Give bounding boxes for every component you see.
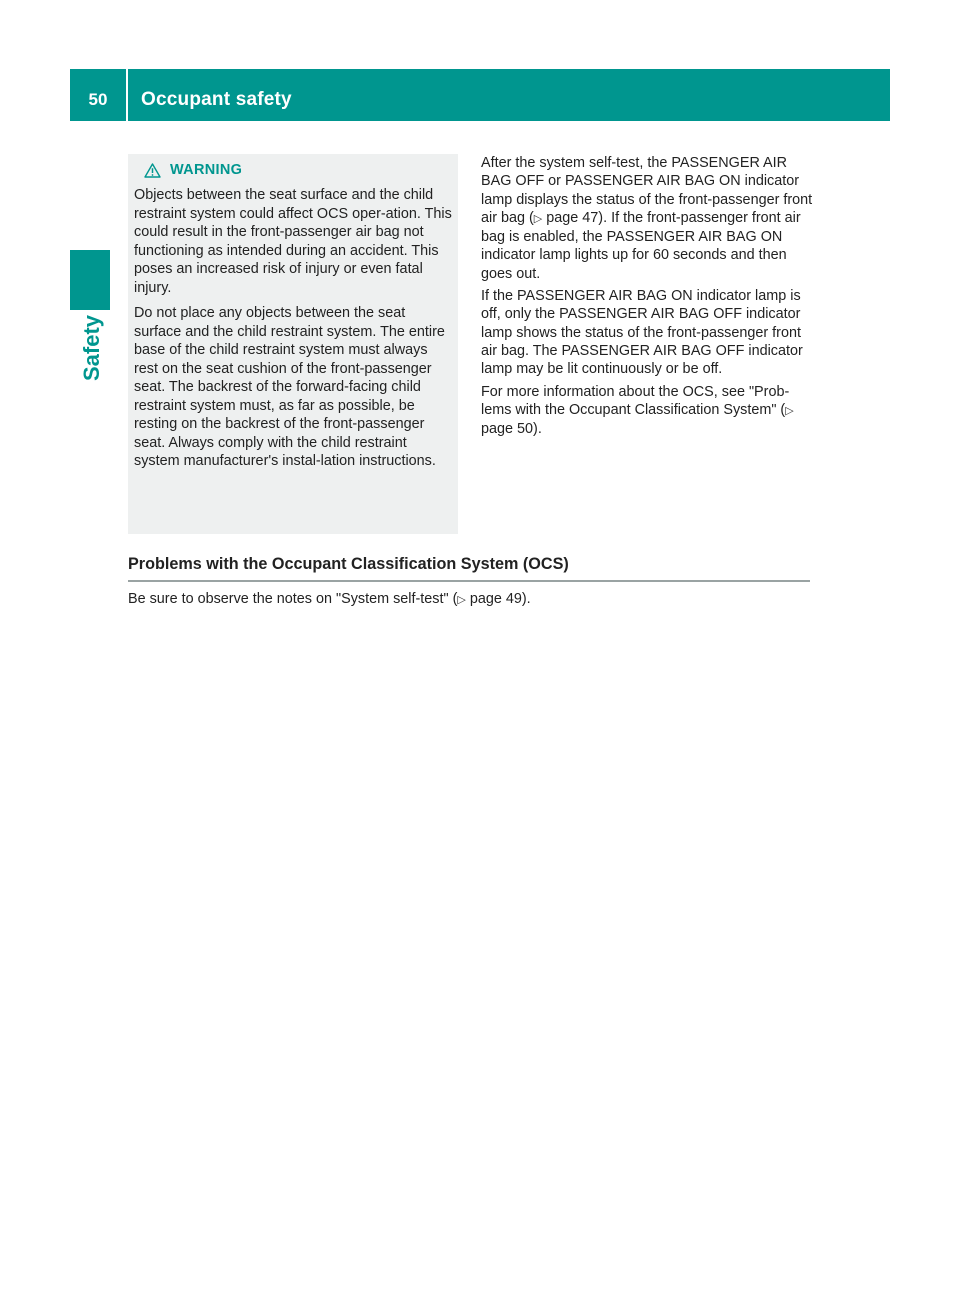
warning-header bbox=[134, 157, 452, 183]
page-number: 50 bbox=[88, 90, 108, 109]
page-reference-arrow-icon: ▷ bbox=[457, 594, 466, 606]
warning-box bbox=[128, 154, 458, 534]
warning-triangle-icon bbox=[144, 163, 161, 178]
section-heading: Problems with the Occupant Classification System (OCS) bbox=[128, 555, 810, 582]
section-tab-marker bbox=[70, 250, 110, 310]
paragraph-self-test: After the system self-test, the PASSENGER AIR BAG OFF or PASSENGER AIR BAG ON indicator lamp displays the status of the front-passenger front air bag (▷ page 47). If the front-passenger front air bag is enabled, the PASSENGER AIR BAG ON indicator lamp lights up for 60 seconds and then goes out. bbox=[481, 155, 813, 282]
right-column bbox=[481, 154, 813, 438]
page-reference-arrow-icon: ▷ bbox=[785, 404, 794, 417]
page-reference-arrow-icon: ▷ bbox=[533, 212, 543, 225]
warning-heading: WARNING bbox=[170, 162, 243, 178]
section-tab-label: Safety bbox=[79, 314, 104, 382]
paragraph-indicator-off: If the PASSENGER AIR BAG ON indicator lamp is off, only the PASSENGER AIR BAG OFF indicator lamp shows the status of the front-passenger front air bag. The PASSENGER AIR BAG OFF indicator lamp may be lit continuously or be off. bbox=[481, 288, 803, 378]
page-reference-link[interactable]: page 49 bbox=[469, 591, 522, 607]
page-reference-link[interactable]: page 50 bbox=[481, 421, 534, 438]
page-reference-link[interactable]: page 47 bbox=[546, 209, 599, 226]
page-title: Occupant safety bbox=[141, 89, 292, 110]
paragraph-more-info: For more information about the OCS, see "Prob-lems with the Occupant Classification System" (▷ page 50). bbox=[481, 383, 794, 438]
header-divider bbox=[126, 69, 128, 121]
warning-paragraph: Objects between the seat surface and the child restraint system could affect OCS oper-ation. This could result in the front-passenger air bag not functioning as intended during an accident. This poses an increased risk of injury or even fatal injury. bbox=[134, 187, 452, 296]
section-body-text: Be sure to observe the notes on "System self-test" (▷ page 49). bbox=[128, 591, 531, 607]
warning-paragraph: Do not place any objects between the seat surface and the child restraint system. The entire base of the child restraint system must always rest on the seat cushion of the front-passenger seat. The backrest of the forward-facing child restraint system must, as far as possible, be resting on the backrest of the front-passenger seat. Always comply with the child restraint system manufacturer's instal-lation instructions. bbox=[134, 305, 445, 469]
